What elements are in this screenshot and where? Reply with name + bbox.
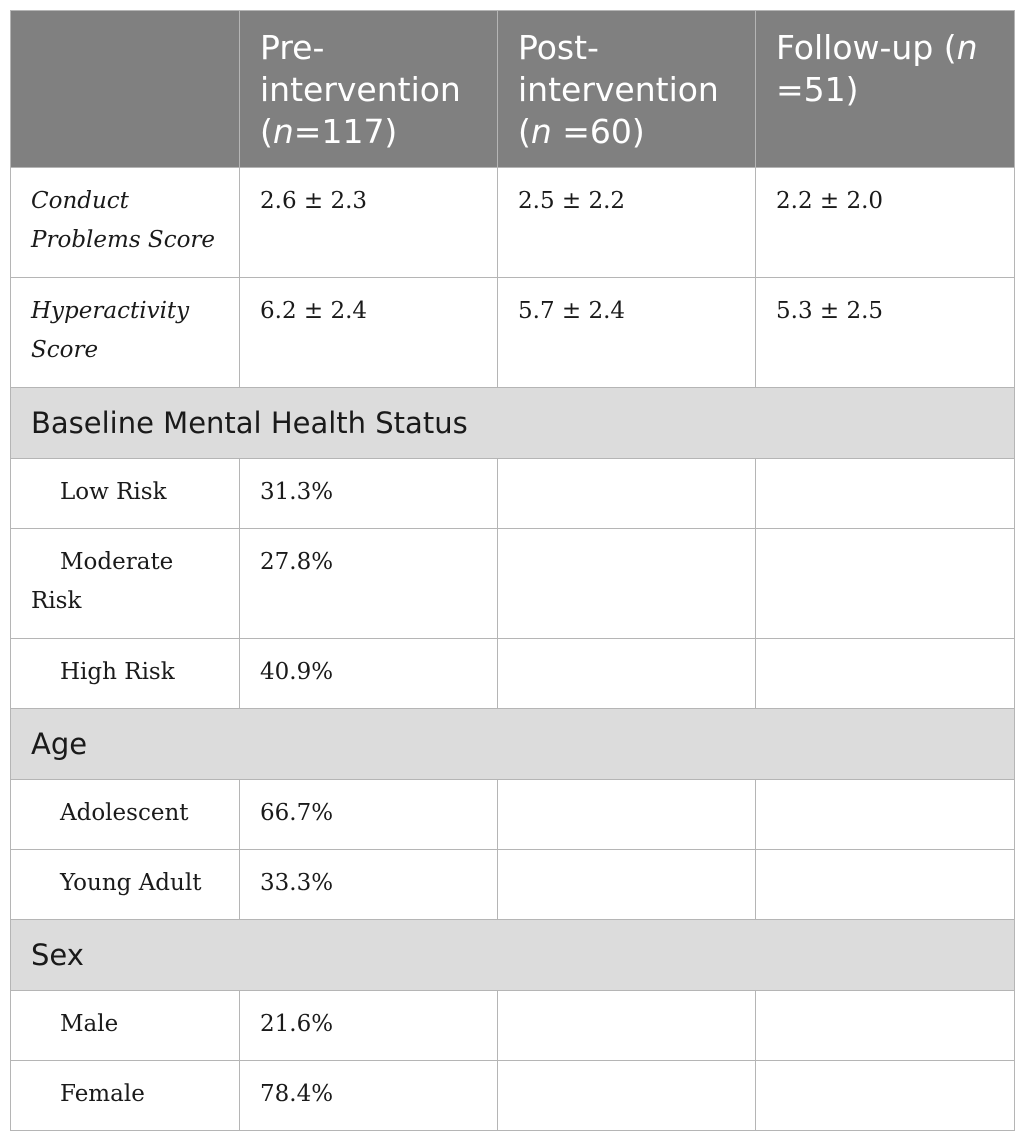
cell-empty xyxy=(498,639,756,709)
header-pre-intervention: Pre-intervention (n=117) xyxy=(240,11,498,168)
header-empty-cell xyxy=(11,11,240,168)
cell-value: 2.2 ± 2.0 xyxy=(756,168,1015,278)
cell-empty xyxy=(498,529,756,639)
cell-empty xyxy=(756,529,1015,639)
section-row-baseline xyxy=(11,388,1015,459)
cell-value: 66.7% xyxy=(240,780,498,850)
label-line-1: Moderate xyxy=(60,549,174,575)
cell-value: 27.8% xyxy=(240,529,498,639)
section-title-age: Age xyxy=(11,709,1015,780)
table-row xyxy=(11,780,1015,850)
row-label-female: Female xyxy=(11,1061,240,1131)
section-title-baseline: Baseline Mental Health Status xyxy=(11,388,1015,459)
table-row xyxy=(11,850,1015,920)
table-row xyxy=(11,459,1015,529)
cell-empty xyxy=(498,459,756,529)
cell-empty xyxy=(498,780,756,850)
table-row xyxy=(11,168,1015,278)
row-label-male: Male xyxy=(11,991,240,1061)
cell-empty xyxy=(756,991,1015,1061)
cell-value: 31.3% xyxy=(240,459,498,529)
header-follow-up: Follow-up (n =51) xyxy=(756,11,1015,168)
header-post-intervention: Post-intervention (n =60) xyxy=(498,11,756,168)
section-title-sex: Sex xyxy=(11,920,1015,991)
results-table xyxy=(10,10,1015,1131)
cell-empty xyxy=(498,850,756,920)
cell-empty xyxy=(756,850,1015,920)
cell-value: 5.7 ± 2.4 xyxy=(498,278,756,388)
row-label-moderate-risk xyxy=(11,529,240,639)
cell-empty xyxy=(756,459,1015,529)
table-row xyxy=(11,529,1015,639)
row-label-conduct: Conduct Problems Score xyxy=(11,168,240,278)
cell-value: 2.5 ± 2.2 xyxy=(498,168,756,278)
cell-value: 5.3 ± 2.5 xyxy=(756,278,1015,388)
cell-empty xyxy=(756,639,1015,709)
section-row-sex xyxy=(11,920,1015,991)
row-label-young-adult: Young Adult xyxy=(11,850,240,920)
cell-empty xyxy=(498,991,756,1061)
row-label-low-risk: Low Risk xyxy=(11,459,240,529)
cell-value: 33.3% xyxy=(240,850,498,920)
cell-empty xyxy=(756,780,1015,850)
table-row xyxy=(11,639,1015,709)
header-row xyxy=(11,11,1015,168)
section-row-age xyxy=(11,709,1015,780)
cell-empty xyxy=(498,1061,756,1131)
table-row xyxy=(11,991,1015,1061)
cell-empty xyxy=(756,1061,1015,1131)
cell-value: 78.4% xyxy=(240,1061,498,1131)
cell-value: 40.9% xyxy=(240,639,498,709)
row-label-adolescent: Adolescent xyxy=(11,780,240,850)
cell-value: 21.6% xyxy=(240,991,498,1061)
row-label-high-risk: High Risk xyxy=(11,639,240,709)
table-row xyxy=(11,1061,1015,1131)
row-label-hyperactivity: Hyperactivity Score xyxy=(11,278,240,388)
cell-value: 6.2 ± 2.4 xyxy=(240,278,498,388)
label-line-2: Risk xyxy=(31,588,82,614)
table-row xyxy=(11,278,1015,388)
cell-value: 2.6 ± 2.3 xyxy=(240,168,498,278)
